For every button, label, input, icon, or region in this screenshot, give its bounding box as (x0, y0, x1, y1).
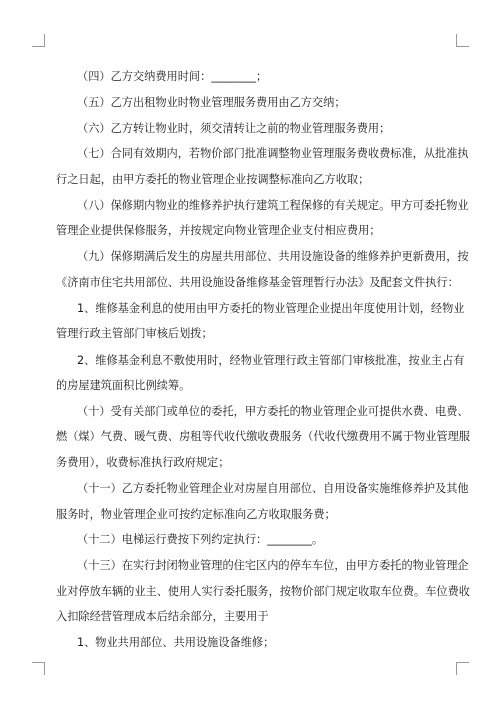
clause-11-line-2: 服务时，物业管理企业可按约定标准向乙方收取服务费； (56, 508, 336, 521)
clause-12-elevator-fee: （十二）电梯运行费按下列约定执行：________。 (77, 533, 324, 546)
clause-9-line-1: （九）保修期满后发生的房屋共用部位、共用设施设备的维修养护更新费用，按 (77, 250, 469, 263)
clause-10-line-1: （十）受有关部门或单位的委托，甲方委托的物业管理企业可提供水费、电费、 (77, 405, 469, 418)
crop-mark-top-left (32, 34, 45, 47)
item-2-line-2: 的房屋建筑面积比例续筹。 (56, 379, 191, 392)
clause-13-line-2: 业对停放车辆的业主、使用人实行委托服务，按物价部门规定收取车位费。车位费收 (56, 585, 470, 598)
crop-mark-bottom-right (456, 662, 469, 675)
clause-6-transfer-fee: （六）乙方转让物业时，须交清转让之前的物业管理服务费用； (77, 122, 391, 135)
item-1-line-1: 1、维修基金利息的使用由甲方委托的物业管理企业提出年度使用计划，经物业 (77, 302, 465, 315)
clause-10-line-2: 燃（煤）气费、暖气费、房租等代收代缴收费服务（代收代缴费用不属于物业管理服 (56, 430, 470, 443)
clause-9-line-2: 《济南市住宅共用部位、共用设施设备维修基金管理暂行办法》及配套文件执行： (56, 276, 459, 289)
clause-13-line-1: （十三）在实行封闭物业管理的住宅区内的停车车位，由甲方委托的物业管理企 (77, 559, 469, 572)
item-1-line-2: 管理行政主管部门审核后划拨； (56, 327, 213, 340)
item-1-shared-maintenance: 1、物业共用部位、共用设施设备维修； (77, 636, 275, 649)
clause-7-line-2: 行之日起，由甲方委托的物业管理企业按调整标准向乙方收取； (56, 173, 370, 186)
clause-10-line-3: 务费用），收费标准执行政府规定； (56, 456, 230, 469)
clause-7-line-1: （七）合同有效期内，若物价部门批准调整物业管理服务费收费标准，从批准执 (77, 147, 469, 160)
clause-11-line-1: （十一）乙方委托物业管理企业对房屋自用部位、自用设备实施维修养护及其他 (77, 482, 469, 495)
clause-8-line-1: （八）保修期内物业的维修养护执行建筑工程保修的有关规定。甲方可委托物业 (77, 199, 469, 212)
crop-mark-bottom-left (32, 662, 45, 675)
clause-5-rental-fee: （五）乙方出租物业时物业管理服务费用由乙方交纳； (77, 96, 346, 109)
clause-13-line-3: 入扣除经营管理成本后结余部分，主要用于 (56, 610, 269, 623)
item-2-line-1: 2、维修基金利息不敷使用时，经物业管理行政主管部门审核批准，按业主占有 (77, 354, 465, 367)
clause-8-line-2: 管理企业提供保修服务，并按规定向物业管理企业支付相应费用； (56, 224, 381, 237)
clause-4-payment-time: （四）乙方交纳费用时间：________； (77, 70, 268, 83)
crop-mark-top-right (456, 34, 469, 47)
